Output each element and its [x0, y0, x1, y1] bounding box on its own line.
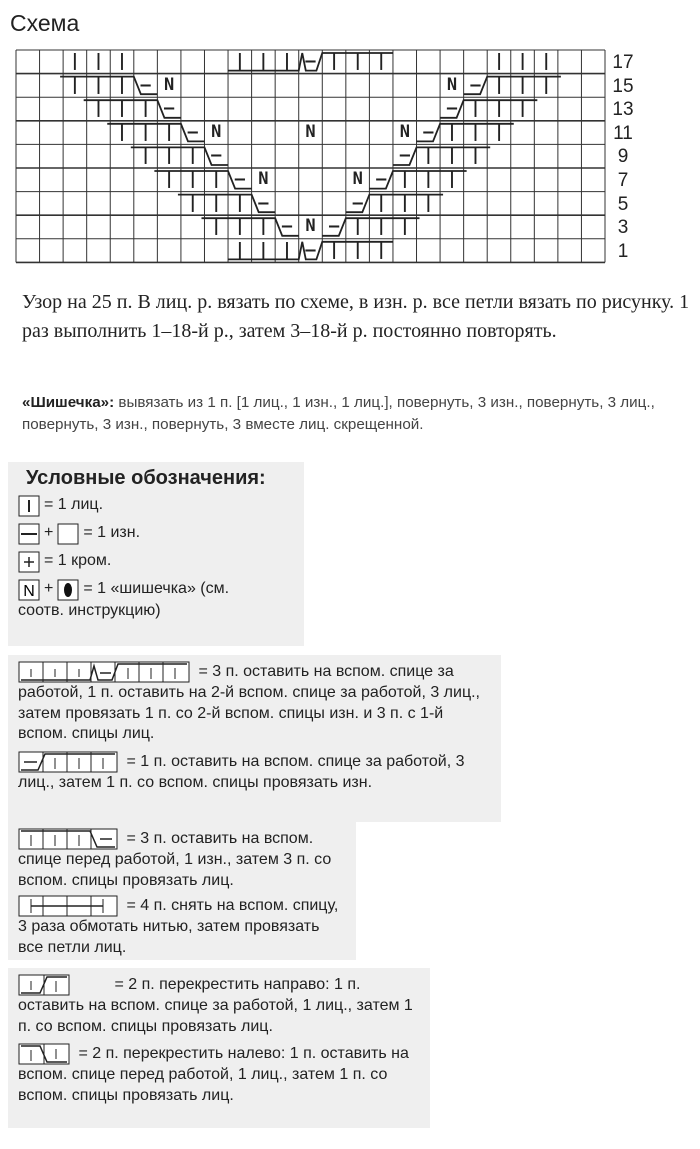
- cross-right-icon: [18, 974, 70, 996]
- legend-knit-label: = 1 лиц.: [44, 496, 104, 514]
- cable-4-left-icon: [18, 828, 118, 850]
- wrap-text: = 4 п. снять на вспом. спицу, 3 раза обмотать нитью, затем провязать все петли лиц.: [18, 897, 339, 956]
- cable-box-1: [8, 655, 501, 822]
- wrap-4-stitches-icon: [18, 895, 118, 917]
- edge-stitch-icon: [18, 551, 40, 573]
- cable-box-2: [8, 822, 356, 960]
- cross-left-icon: [18, 1043, 70, 1065]
- row-number: 11: [613, 122, 633, 144]
- cable-4l-desc: [18, 828, 346, 891]
- cable-7-desc: [18, 661, 491, 745]
- cable-4r-desc: [18, 751, 491, 794]
- bobble-oval-icon: [57, 579, 79, 601]
- chart-row-9: |||– –|||: [22, 145, 612, 166]
- legend-bobble-label: = 1 «шишечка» (см.: [83, 580, 230, 598]
- cable-7-text: = 3 п. оставить на вспом. спице за работой, 1 п. оставить на 2-й вспом. спице за работой, 3 лиц., затем провязать 1 п. со 2-й вспом. спицы изн. и 3 п. с 1-й вспом. спицы лиц.: [18, 663, 480, 742]
- cross-right-text: = 2 п. перекрестить направо: 1 п. оставить на вспом. спице за работой, 1 лиц., затем 1 п. со вспом. спицы провязать лиц.: [18, 976, 413, 1035]
- row-number: 7: [617, 170, 629, 191]
- wrap-desc: [18, 895, 346, 958]
- legend-edge-label: = 1 кром.: [44, 552, 112, 570]
- legend-purl-label: = 1 изн.: [83, 524, 141, 542]
- plus-sign: +: [44, 524, 54, 542]
- row-number: 1: [617, 240, 629, 262]
- row-number: 3: [617, 217, 629, 239]
- cable-4l-text: = 3 п. оставить на вспом. спице перед работой, 1 изн., затем 3 п. со вспом. спицы провязать лиц.: [18, 830, 332, 889]
- knit-symbol-icon: [18, 495, 40, 517]
- purl-symbol-icon: [18, 523, 40, 545]
- legend-bobble: [18, 579, 294, 601]
- cross-left-desc: [18, 1043, 420, 1106]
- chart-row-11: |||–N N N–|||: [22, 121, 612, 142]
- chart-row-13: |||– –|||: [22, 98, 612, 119]
- chart-row-15: |||–N N–|||: [22, 74, 612, 95]
- legend-edge: [18, 551, 294, 573]
- row-number: 13: [612, 99, 634, 121]
- svg-text:N: N: [23, 582, 35, 600]
- legend-bobble-cont: соотв. инструкцию): [18, 601, 161, 619]
- cross-left-text: = 2 п. перекрестить налево: 1 п. оставить на вспом. спице перед работой, 1 лиц., затем 1 п. со вспом. спицы провязать лиц.: [18, 1045, 409, 1104]
- cross-right-desc: [18, 974, 420, 1037]
- legend-heading: Условные обозначения:: [26, 467, 266, 489]
- bobble-instructions: [22, 392, 700, 436]
- cable-7-stitch-icon: [18, 661, 190, 683]
- row-number: 9: [617, 146, 629, 168]
- chart-row-7: |||–N N–|||: [22, 169, 612, 189]
- plus-sign: +: [44, 580, 54, 598]
- chart-row-5: |||– –|||: [22, 192, 612, 213]
- chart-row-1: |||–|||: [22, 239, 612, 260]
- chart-row-17: ||| |||–||| |||: [22, 51, 612, 71]
- pattern-instructions: Узор на 25 п. В лиц. р. вязать по схеме, в изн. р. все петли вязать по рисунку. 1 раз выполнить 1–18-й р., затем 3–18-й р. постоянно повторять.: [22, 291, 690, 342]
- chart-title: Схема: [10, 10, 80, 36]
- legend-box: [8, 462, 304, 646]
- legend-knit: [18, 495, 294, 517]
- cable-box-3: [8, 968, 430, 1128]
- row-number: 5: [617, 193, 629, 215]
- cable-4-right-icon: [18, 751, 118, 773]
- chart-row-3: |||–N–|||: [22, 216, 612, 237]
- bobble-text: вывязать из 1 п. [1 лиц., 1 изн., 1 лиц.], повернуть, 3 изн., повернуть, 3 лиц., повернуть, 3 изн., повернуть, 3 вместе лиц. скрещенной.: [22, 394, 655, 433]
- legend-purl: [18, 523, 294, 545]
- bobble-n-icon: [18, 579, 40, 601]
- row-number: 17: [612, 52, 634, 73]
- bobble-term: «Шишечка»:: [22, 394, 115, 411]
- empty-cell-icon: [57, 523, 79, 545]
- row-number: 15: [612, 75, 634, 97]
- cable-4r-text: = 1 п. оставить на вспом. спице за работой, 3 лиц., затем 1 п. со вспом. спицы провязать изн.: [18, 752, 465, 791]
